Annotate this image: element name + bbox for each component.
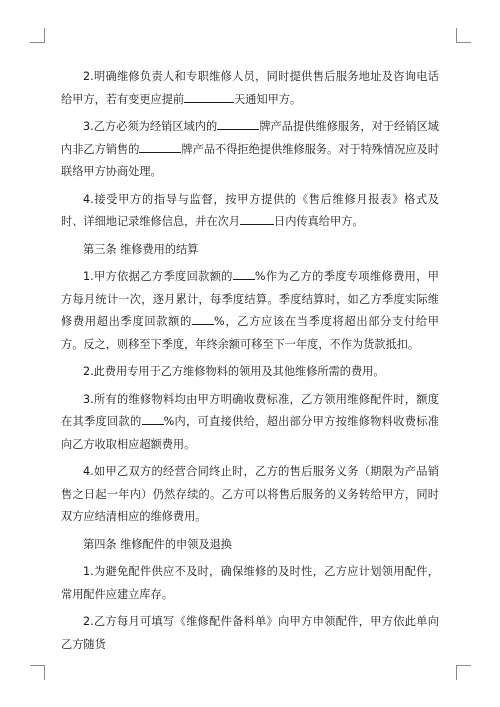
text-run: 牌产品不得拒绝提供维修服务。对于特殊情况应及时联络甲方协商处理。 bbox=[61, 142, 439, 178]
crop-mark-bottom-right bbox=[456, 665, 471, 680]
text-run: 牌产品提供维修服务，对于经销区域内非乙方销售的 bbox=[61, 120, 439, 156]
paragraph-4 bbox=[61, 189, 439, 234]
article-3-clause-3 bbox=[61, 389, 439, 457]
fill-blank bbox=[240, 212, 274, 225]
fill-blank bbox=[184, 90, 234, 103]
fill-blank bbox=[139, 140, 181, 153]
paragraph-2 bbox=[61, 66, 439, 111]
paragraph-3 bbox=[61, 116, 439, 184]
fill-blank bbox=[192, 312, 214, 325]
text-run: %，乙方应该在当季度将超出部分支付给甲方。反之，则移至下季度，年终余额可移至下一年度，不作为货款抵扣。 bbox=[61, 315, 439, 351]
article-4-clause-1: 1.为避免配件供应不及时，确保维修的及时性，乙方应计划领用配件，常用配件应建立库存。 bbox=[61, 565, 439, 601]
text-run: 3.乙方必须为经销区域内的 bbox=[83, 120, 218, 133]
crop-mark-bottom-left bbox=[30, 665, 45, 680]
text-run: %作为乙方的季度专项维修费用，甲方每月统计一次，逐月累计，每季度结算。季度结算时，如乙方季度实际维修费用超出季度回款额的 bbox=[61, 270, 439, 328]
text-run: 2.明确维修负责人和专职维修人员，同时提供售后服务地址及咨询电话给甲方，若有变更应提前 bbox=[61, 70, 439, 106]
document-body bbox=[61, 66, 439, 661]
crop-mark-top-left bbox=[30, 28, 45, 43]
article-3-clause-2: 2.此费用专用于乙方维修物料的领用及其他维修所需的费用。 bbox=[83, 365, 385, 378]
article-3-heading: 第三条 维修费用的结算 bbox=[83, 242, 199, 256]
text-run: %内，可直接供给，超出部分甲方按维修物料收费标准向乙方收取相应超额费用。 bbox=[61, 415, 439, 451]
article-3-clause-1 bbox=[61, 266, 439, 356]
article-4-clause-2: 2.乙方每月可填写《维修配件备料单》向甲方申领配件，甲方依此单向乙方随货 bbox=[61, 615, 439, 651]
text-run: 天通知甲方。 bbox=[234, 92, 302, 106]
article-3-clause-4: 4.如甲乙双方的经营合同终止时，乙方的售后服务义务（期限为产品销售之日起一年内）仍然存续的。乙方可以将售后服务的义务转给甲方，同时双方应结清相应的维修费用。 bbox=[61, 465, 439, 523]
fill-blank bbox=[217, 117, 259, 130]
fill-blank bbox=[233, 267, 255, 280]
article-4-heading: 第四条 维修配件的申领及退换 bbox=[83, 537, 232, 551]
text-run: 1.甲方依据乙方季度回款额的 bbox=[83, 270, 233, 283]
text-run: 4.接受甲方的指导与监督，按甲方提供的《售后维修月报表》格式及时、详细地记录维修信息，并在次月 bbox=[61, 192, 439, 228]
crop-mark-top-right bbox=[456, 28, 471, 43]
text-run: 日内传真给甲方。 bbox=[274, 215, 364, 228]
fill-blank bbox=[142, 412, 164, 425]
text-run: 3.所有的维修物料均由甲方明确收费标准，乙方领用维修配件时，额度在其季度回款的 bbox=[61, 392, 439, 428]
